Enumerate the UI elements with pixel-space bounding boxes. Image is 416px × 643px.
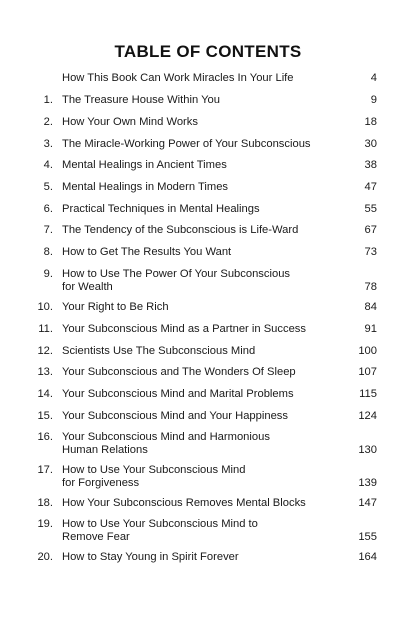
chapter-title: [62, 116, 342, 129]
chapter-title-line: How to Stay Young in Spirit Forever: [62, 551, 239, 563]
chapter-number: 7.: [43, 224, 53, 236]
page-title: TABLE OF CONTENTS: [114, 42, 302, 61]
chapter-title-line: Your Subconscious Mind and Marital Problems: [62, 388, 294, 400]
chapter-title-line: How to Use Your Subconscious Mind: [62, 464, 246, 476]
chapter-title: [62, 323, 342, 336]
chapter-number: 15.: [37, 410, 53, 422]
page-number: 9: [370, 94, 377, 106]
chapter-title: [62, 345, 342, 358]
chapter-title: [62, 72, 342, 85]
chapter-title-line: Scientists Use The Subconscious Mind: [62, 345, 256, 357]
chapter-title-line: Human Relations: [62, 444, 148, 456]
chapter-number: 18.: [37, 497, 53, 509]
page-number: 55: [364, 203, 377, 215]
page-number: 4: [370, 72, 377, 84]
chapter-title-line: Your Subconscious Mind as a Partner in Success: [62, 323, 306, 335]
chapter-number: 4.: [43, 159, 53, 171]
chapter-title-line: for Forgiveness: [62, 477, 140, 489]
page-number: 73: [364, 246, 377, 258]
chapter-title: [62, 268, 342, 294]
chapter-title: [62, 138, 342, 151]
chapter-title: [62, 464, 342, 490]
page-number: 139: [358, 477, 377, 489]
chapter-title-line: How to Use The Power Of Your Subconscious: [62, 268, 291, 280]
chapter-number: 9.: [43, 268, 53, 280]
chapter-title-line: Your Subconscious Mind and Your Happiness: [62, 410, 288, 422]
chapter-title: [62, 94, 342, 107]
chapter-number: 13.: [37, 366, 53, 378]
chapter-title: [62, 388, 342, 401]
chapter-title: [62, 246, 342, 259]
page-number: 38: [364, 159, 377, 171]
chapter-title-line: Remove Fear: [62, 531, 130, 543]
chapter-number: 8.: [43, 246, 53, 258]
chapter-title-line: Your Subconscious and The Wonders Of Sleep: [62, 366, 296, 378]
chapter-title: [62, 181, 342, 194]
page-number: 130: [358, 444, 377, 456]
chapter-number: 1.: [43, 94, 53, 106]
chapter-number: 12.: [37, 345, 53, 357]
chapter-title-line: How to Get The Results You Want: [62, 246, 232, 258]
chapter-title: [62, 518, 342, 544]
page-number: 30: [364, 138, 377, 150]
chapter-title: [62, 410, 342, 423]
chapter-title-line: Practical Techniques in Mental Healings: [62, 203, 260, 215]
chapter-title: [62, 159, 342, 172]
page-number: 18: [364, 116, 377, 128]
page-number: 147: [358, 497, 377, 509]
page-number: 107: [358, 366, 377, 378]
chapter-title-line: Your Right to Be Rich: [62, 301, 169, 313]
page-number: 78: [364, 281, 377, 293]
page-number: 67: [364, 224, 377, 236]
chapter-number: 14.: [37, 388, 53, 400]
chapter-title: [62, 431, 342, 457]
chapter-title-line: for Wealth: [62, 281, 113, 293]
chapter-title-line: Your Subconscious Mind and Harmonious: [62, 431, 270, 443]
page-number: 47: [364, 181, 377, 193]
chapter-title: [62, 366, 342, 379]
chapter-title-line: Mental Healings in Ancient Times: [62, 159, 227, 171]
page-number: 164: [358, 551, 377, 563]
page-number: 155: [358, 531, 377, 543]
chapter-number: 11.: [38, 323, 53, 335]
page-number: 124: [358, 410, 377, 422]
chapter-title-line: Mental Healings in Modern Times: [62, 181, 229, 193]
page-number: 100: [358, 345, 377, 357]
page-number: 115: [359, 388, 377, 400]
chapter-title: [62, 224, 342, 237]
page-number: 84: [364, 301, 377, 313]
chapter-title: [62, 551, 342, 564]
page-number: 91: [364, 323, 377, 335]
chapter-number: 2.: [43, 116, 53, 128]
chapter-title-line: How Your Own Mind Works: [62, 116, 198, 128]
chapter-title-line: How to Use Your Subconscious Mind to: [62, 518, 258, 530]
chapter-number: 19.: [37, 518, 53, 530]
chapter-title: [62, 203, 342, 216]
chapter-title-line: The Tendency of the Subconscious is Life-Ward: [62, 224, 299, 236]
chapter-number: 20.: [37, 551, 53, 563]
chapter-title: [62, 301, 342, 314]
chapter-number: 3.: [43, 138, 53, 150]
chapter-number: 5.: [43, 181, 53, 193]
chapter-title-line: The Treasure House Within You: [62, 94, 220, 106]
chapter-number: 10.: [37, 301, 53, 313]
chapter-title-line: How This Book Can Work Miracles In Your Life: [62, 72, 294, 84]
chapter-title-line: The Miracle-Working Power of Your Subconscious: [62, 138, 311, 150]
chapter-number: 17.: [37, 464, 53, 476]
chapter-title-line: How Your Subconscious Removes Mental Blocks: [62, 497, 306, 509]
chapter-number: 6.: [43, 203, 53, 215]
chapter-title: [62, 497, 342, 510]
chapter-number: 16.: [37, 431, 53, 443]
